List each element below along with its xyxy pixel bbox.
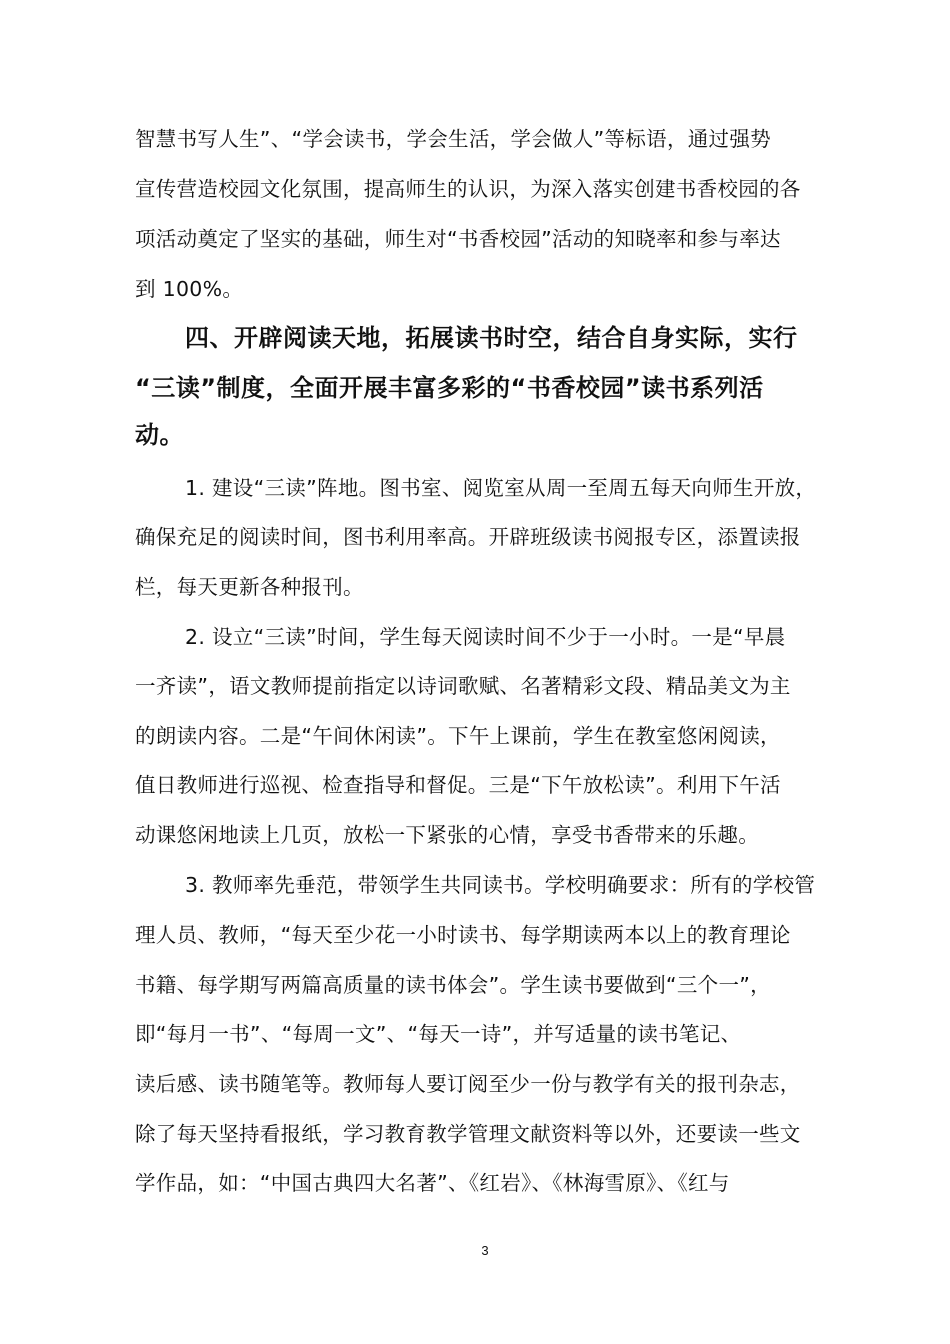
text-line: 1. 建设“三读”阵地。图书室、阅览室从周一至周五每天向师生开放， [185, 476, 817, 500]
text-line: 确保充足的阅读时间，图书利用率高。开辟班级读书阅报专区，添置读报 [135, 525, 801, 549]
text-line: 项活动奠定了坚实的基础，师生对“书香校园”活动的知晓率和参与率达 [135, 227, 781, 251]
heading-line: 四、开辟阅读天地，拓展读书时空，结合自身实际，实行 [185, 324, 798, 352]
text-line: 理人员、教师，“每天至少花一小时读书、每学期读两本以上的教育理论 [135, 923, 791, 947]
text-line: 栏，每天更新各种报刊。 [135, 575, 364, 599]
text-line: 读后感、读书随笔等。教师每人要订阅至少一份与教学有关的报刊杂志， [135, 1072, 801, 1096]
text-line: 智慧书写人生”、“学会读书，学会生活，学会做人”等标语，通过强势 [135, 127, 771, 151]
page-number: 3 [481, 1243, 489, 1258]
text-line: 除了每天坚持看报纸，学习教育教学管理文献资料等以外，还要读一些文 [135, 1122, 801, 1146]
text-line: 的朗读内容。二是“午间休闲读”。下午上课前，学生在教室悠闲阅读， [135, 724, 781, 748]
text-line: 学作品，如：“中国古典四大名著”、《红岩》、《林海雪原》、《红与 [135, 1171, 730, 1195]
text-line: 到 100%。 [135, 277, 244, 301]
text-line: 一齐读”，语文教师提前指定以诗词歌赋、名著精彩文段、精品美文为主 [135, 674, 791, 698]
text-line: 值日教师进行巡视、检查指导和督促。三是“下午放松读”。利用下午活 [135, 773, 781, 797]
text-line: 2. 设立“三读”时间，学生每天阅读时间不少于一小时。一是“早晨 [185, 625, 786, 649]
text-line: 3. 教师率先垂范，带领学生共同读书。学校明确要求：所有的学校管 [185, 873, 816, 897]
text-line: 即“每月一书”、“每周一文”、“每天一诗”，并写适量的读书笔记、 [135, 1022, 742, 1046]
text-line: 动课悠闲地读上几页，放松一下紧张的心情，享受书香带来的乐趣。 [135, 823, 759, 847]
heading-line: “三读”制度，全面开展丰富多彩的“书香校园”读书系列活 [135, 374, 764, 402]
text-line: 书籍、每学期写两篇高质量的读书体会”。学生读书要做到“三个一”， [135, 973, 771, 997]
text-line: 宣传营造校园文化氛围，提高师生的认识，为深入落实创建书香校园的各 [135, 177, 801, 201]
heading-line: 动。 [135, 421, 184, 449]
